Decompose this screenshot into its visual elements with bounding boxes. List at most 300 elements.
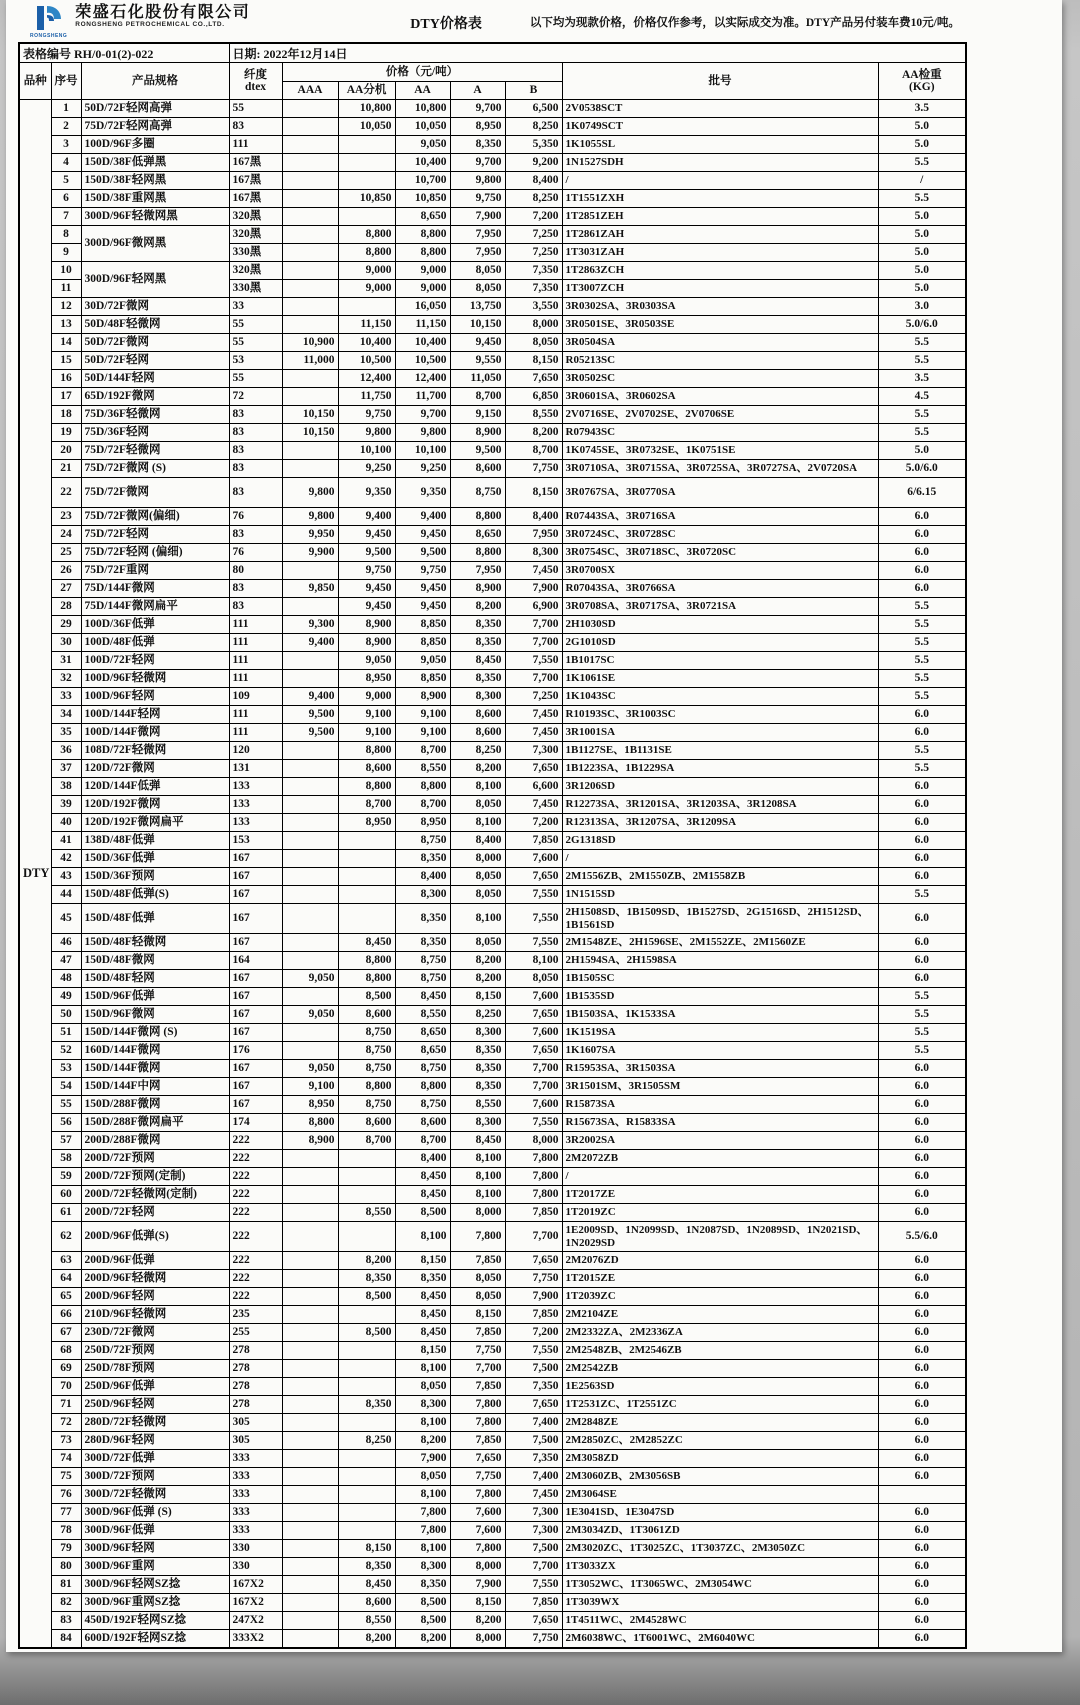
price-b: 7,450 xyxy=(505,562,562,580)
dtex-value: 222 xyxy=(229,1132,282,1150)
price-b: 7,650 xyxy=(505,1612,562,1630)
product-spec: 200D/96F轻微网 xyxy=(81,1270,229,1288)
price-a: 8,100 xyxy=(450,1186,505,1204)
product-spec: 200D/96F低弹 xyxy=(81,1252,229,1270)
table-row xyxy=(19,118,966,136)
table-row xyxy=(19,544,966,562)
table-row xyxy=(19,616,966,634)
price-aa: 11,700 xyxy=(395,388,450,406)
batch-numbers: 1B1535SD xyxy=(562,988,878,1006)
price-b: 7,550 xyxy=(505,904,562,934)
price-a: 8,200 xyxy=(450,760,505,778)
price-aa: 8,850 xyxy=(395,670,450,688)
aa-weight-value: 5.5 xyxy=(878,424,966,442)
product-spec: 150D/144F微网 (S) xyxy=(81,1024,229,1042)
price-aa-fenji: 9,100 xyxy=(338,706,395,724)
price-aaa xyxy=(282,1432,338,1450)
table-row xyxy=(19,1114,966,1132)
product-spec: 210D/96F轻微网 xyxy=(81,1306,229,1324)
price-aa-fenji: 10,050 xyxy=(338,118,395,136)
price-aa-fenji: 8,600 xyxy=(338,1594,395,1612)
table-row xyxy=(19,334,966,352)
price-aa: 8,450 xyxy=(395,988,450,1006)
dtex-value: 278 xyxy=(229,1360,282,1378)
dtex-value: 55 xyxy=(229,334,282,352)
price-aa-fenji: 8,950 xyxy=(338,670,395,688)
aa-weight-value: 5.0 xyxy=(878,208,966,226)
price-a: 8,150 xyxy=(450,1306,505,1324)
price-b: 7,300 xyxy=(505,1522,562,1540)
aa-weight-value: 6.0 xyxy=(878,934,966,952)
price-aa: 8,750 xyxy=(395,832,450,850)
price-a: 8,600 xyxy=(450,460,505,478)
price-b: 7,500 xyxy=(505,1540,562,1558)
price-aaa xyxy=(282,1540,338,1558)
aa-weight-value xyxy=(878,1486,966,1504)
price-aaa xyxy=(282,742,338,760)
batch-numbers: 1B1505SC xyxy=(562,970,878,988)
price-aa: 8,400 xyxy=(395,868,450,886)
row-no: 2 xyxy=(51,118,81,136)
dtex-value: 222 xyxy=(229,1168,282,1186)
product-spec: 75D/72F微网 (S) xyxy=(81,460,229,478)
table-row xyxy=(19,406,966,424)
price-aa-fenji xyxy=(338,1360,395,1378)
price-aaa xyxy=(282,652,338,670)
batch-numbers: 1T2015ZE xyxy=(562,1270,878,1288)
table-row xyxy=(19,1024,966,1042)
batch-numbers: 1E3041SD、1E3047SD xyxy=(562,1504,878,1522)
price-aa-fenji: 10,850 xyxy=(338,190,395,208)
price-aa: 8,100 xyxy=(395,1414,450,1432)
row-no: 13 xyxy=(51,316,81,334)
dtex-value: 330 xyxy=(229,1558,282,1576)
product-spec: 100D/96F轻微网 xyxy=(81,670,229,688)
price-aa-fenji: 8,550 xyxy=(338,1612,395,1630)
price-b: 8,400 xyxy=(505,508,562,526)
price-aa: 8,350 xyxy=(395,1576,450,1594)
table-row xyxy=(19,1270,966,1288)
product-spec: 75D/72F轻网 (偏细) xyxy=(81,544,229,562)
product-spec: 200D/72F轻网 xyxy=(81,1204,229,1222)
dtex-value: 109 xyxy=(229,688,282,706)
price-b: 6,850 xyxy=(505,388,562,406)
dtex-value: 55 xyxy=(229,370,282,388)
price-aa-fenji: 12,400 xyxy=(338,370,395,388)
row-no: 30 xyxy=(51,634,81,652)
aa-weight-value: 6.0 xyxy=(878,1324,966,1342)
price-b: 7,350 xyxy=(505,1378,562,1396)
price-a: 8,200 xyxy=(450,1612,505,1630)
price-aa: 8,600 xyxy=(395,1114,450,1132)
price-aa-fenji xyxy=(338,1378,395,1396)
price-b: 7,750 xyxy=(505,460,562,478)
price-aa-fenji: 10,500 xyxy=(338,352,395,370)
product-spec: 300D/96F轻微网黑 xyxy=(81,208,229,226)
price-aa-fenji: 10,100 xyxy=(338,442,395,460)
price-aaa xyxy=(282,1522,338,1540)
price-b: 7,800 xyxy=(505,1150,562,1168)
row-no: 32 xyxy=(51,670,81,688)
batch-numbers: 1T3007ZCH xyxy=(562,280,878,298)
dtex-value: 83 xyxy=(229,478,282,508)
batch-numbers: R10193SC、3R1003SC xyxy=(562,706,878,724)
product-spec: 300D/72F轻微网 xyxy=(81,1486,229,1504)
price-aa: 9,450 xyxy=(395,526,450,544)
aa-weight-value: 6.0 xyxy=(878,1204,966,1222)
price-aa-fenji: 10,400 xyxy=(338,334,395,352)
dtex-value: 120 xyxy=(229,742,282,760)
price-b: 7,700 xyxy=(505,1078,562,1096)
price-aa: 10,400 xyxy=(395,334,450,352)
price-b: 7,750 xyxy=(505,1270,562,1288)
price-aa: 8,650 xyxy=(395,208,450,226)
dtex-value: 133 xyxy=(229,796,282,814)
price-aa: 8,350 xyxy=(395,850,450,868)
dtex-value: 333 xyxy=(229,1504,282,1522)
price-a: 9,450 xyxy=(450,334,505,352)
price-aaa xyxy=(282,1168,338,1186)
dtex-value: 222 xyxy=(229,1288,282,1306)
price-aaa xyxy=(282,442,338,460)
price-aaa: 10,900 xyxy=(282,334,338,352)
price-aa: 8,550 xyxy=(395,1006,450,1024)
price-aa-fenji: 9,750 xyxy=(338,406,395,424)
price-aaa: 9,900 xyxy=(282,544,338,562)
price-b: 7,850 xyxy=(505,832,562,850)
row-no: 57 xyxy=(51,1132,81,1150)
dtex-value: 83 xyxy=(229,526,282,544)
batch-numbers: 2M2542ZB xyxy=(562,1360,878,1378)
table-row xyxy=(19,1150,966,1168)
row-no: 44 xyxy=(51,886,81,904)
product-spec: 100D/48F低弹 xyxy=(81,634,229,652)
row-no: 54 xyxy=(51,1078,81,1096)
table-row xyxy=(19,1360,966,1378)
dtex-value: 222 xyxy=(229,1252,282,1270)
price-a: 8,350 xyxy=(450,634,505,652)
document-sheet xyxy=(6,0,1062,1652)
price-aa-fenji: 8,800 xyxy=(338,952,395,970)
price-b: 7,550 xyxy=(505,1576,562,1594)
dtex-value: 55 xyxy=(229,100,282,118)
price-aa: 8,100 xyxy=(395,1360,450,1378)
price-b: 7,550 xyxy=(505,1342,562,1360)
dtex-value: 222 xyxy=(229,1150,282,1168)
price-aa-fenji xyxy=(338,886,395,904)
aa-weight-value: 6.0 xyxy=(878,508,966,526)
table-row xyxy=(19,478,966,508)
price-b: 7,200 xyxy=(505,814,562,832)
price-a: 8,800 xyxy=(450,544,505,562)
price-aa-fenji: 9,800 xyxy=(338,424,395,442)
col-header-dtex-line2: dtex xyxy=(244,81,267,93)
price-aaa xyxy=(282,1306,338,1324)
price-aa: 8,050 xyxy=(395,1378,450,1396)
batch-numbers: 2M6038WC、1T6001WC、2M6040WC xyxy=(562,1630,878,1649)
batch-numbers: 3R0767SA、3R0770SA xyxy=(562,478,878,508)
batch-numbers: R07943SC xyxy=(562,424,878,442)
price-b: 7,350 xyxy=(505,1450,562,1468)
batch-numbers: 1T4511WC、2M4528WC xyxy=(562,1612,878,1630)
price-a: 8,100 xyxy=(450,904,505,934)
price-a: 8,900 xyxy=(450,424,505,442)
price-aaa: 9,500 xyxy=(282,706,338,724)
price-aa-fenji: 8,800 xyxy=(338,970,395,988)
price-b: 6,900 xyxy=(505,598,562,616)
price-aa-fenji: 8,800 xyxy=(338,1078,395,1096)
price-aa: 9,100 xyxy=(395,706,450,724)
product-spec: 150D/144F中网 xyxy=(81,1078,229,1096)
product-spec: 300D/96F微网黑 xyxy=(81,226,229,262)
aa-weight-value: 6.0 xyxy=(878,1612,966,1630)
product-spec: 50D/72F轻网 xyxy=(81,352,229,370)
price-aa-fenji: 9,350 xyxy=(338,478,395,508)
price-a: 9,800 xyxy=(450,172,505,190)
price-a: 7,850 xyxy=(450,1324,505,1342)
dtex-value: 167X2 xyxy=(229,1594,282,1612)
product-spec: 100D/96F多圈 xyxy=(81,136,229,154)
price-aa-fenji xyxy=(338,1186,395,1204)
table-row xyxy=(19,1540,966,1558)
price-aa: 8,200 xyxy=(395,1432,450,1450)
price-b: 3,550 xyxy=(505,298,562,316)
price-a: 8,800 xyxy=(450,508,505,526)
price-aaa xyxy=(282,670,338,688)
price-aa-fenji: 8,350 xyxy=(338,1558,395,1576)
price-b: 7,600 xyxy=(505,850,562,868)
price-aa-fenji: 8,250 xyxy=(338,1432,395,1450)
price-b: 8,250 xyxy=(505,190,562,208)
company-names xyxy=(75,5,250,29)
row-no: 77 xyxy=(51,1504,81,1522)
dtex-value: 222 xyxy=(229,1186,282,1204)
dtex-value: 330黑 xyxy=(229,244,282,262)
price-b: 7,550 xyxy=(505,652,562,670)
row-no: 68 xyxy=(51,1342,81,1360)
table-row xyxy=(19,970,966,988)
batch-numbers: 2G1318SD xyxy=(562,832,878,850)
product-spec: 50D/144F轻网 xyxy=(81,370,229,388)
price-aa: 9,400 xyxy=(395,508,450,526)
price-b: 7,250 xyxy=(505,244,562,262)
product-spec: 100D/72F轻网 xyxy=(81,652,229,670)
aa-weight-value: 6.0 xyxy=(878,1096,966,1114)
row-no: 55 xyxy=(51,1096,81,1114)
product-spec: 75D/72F微网(偏细) xyxy=(81,508,229,526)
price-aa: 8,500 xyxy=(395,1204,450,1222)
price-b: 7,600 xyxy=(505,1096,562,1114)
product-spec: 100D/144F微网 xyxy=(81,724,229,742)
price-b: 9,200 xyxy=(505,154,562,172)
price-aaa xyxy=(282,850,338,868)
price-aa-fenji xyxy=(338,1414,395,1432)
dtex-value: 167 xyxy=(229,868,282,886)
price-a: 8,150 xyxy=(450,1594,505,1612)
batch-numbers: 2M3020ZC、1T3025ZC、1T3037ZC、2M3050ZC xyxy=(562,1540,878,1558)
table-row xyxy=(19,724,966,742)
row-no: 66 xyxy=(51,1306,81,1324)
price-aa: 8,450 xyxy=(395,1288,450,1306)
aa-weight-value: 5.0 xyxy=(878,244,966,262)
batch-numbers: 1B1223SA、1B1229SA xyxy=(562,760,878,778)
product-spec: 300D/72F低弹 xyxy=(81,1450,229,1468)
price-aa-fenji xyxy=(338,172,395,190)
table-row xyxy=(19,508,966,526)
row-no: 61 xyxy=(51,1204,81,1222)
row-no: 15 xyxy=(51,352,81,370)
col-header-aa-weight xyxy=(878,63,966,100)
price-a: 9,550 xyxy=(450,352,505,370)
price-aaa xyxy=(282,1504,338,1522)
price-aa-fenji xyxy=(338,1222,395,1252)
product-spec: 30D/72F微网 xyxy=(81,298,229,316)
aa-weight-value: 6.0 xyxy=(878,868,966,886)
category-cell: DTY xyxy=(19,100,51,1649)
price-aa-fenji: 8,800 xyxy=(338,778,395,796)
price-aa-fenji: 9,000 xyxy=(338,280,395,298)
price-a: 7,800 xyxy=(450,1414,505,1432)
batch-numbers: 2M3034ZD、1T3061ZD xyxy=(562,1522,878,1540)
dtex-value: 131 xyxy=(229,760,282,778)
price-b: 5,350 xyxy=(505,136,562,154)
price-aa-fenji: 9,500 xyxy=(338,544,395,562)
company-name-en: RONGSHENG PETROCHEMICAL CO.,LTD. xyxy=(75,20,225,28)
price-aa: 8,200 xyxy=(395,1630,450,1649)
price-a: 9,700 xyxy=(450,154,505,172)
price-aaa xyxy=(282,316,338,334)
dty-price-table xyxy=(18,42,967,1649)
price-aa: 9,450 xyxy=(395,580,450,598)
product-spec: 150D/48F轻微网 xyxy=(81,934,229,952)
price-aa-fenji: 8,900 xyxy=(338,616,395,634)
dtex-value: 333X2 xyxy=(229,1630,282,1649)
price-a: 9,750 xyxy=(450,190,505,208)
dtex-value: 333 xyxy=(229,1468,282,1486)
table-row xyxy=(19,796,966,814)
row-no: 36 xyxy=(51,742,81,760)
aa-weight-value: 5.5 xyxy=(878,742,966,760)
price-a: 7,800 xyxy=(450,1396,505,1414)
dtex-value: 320黑 xyxy=(229,208,282,226)
aa-weight-value: 5.5 xyxy=(878,598,966,616)
product-spec: 100D/96F轻网 xyxy=(81,688,229,706)
company-name-cn: 荣盛石化股份有限公司 xyxy=(75,4,251,21)
batch-numbers: 1T2851ZEH xyxy=(562,208,878,226)
table-row xyxy=(19,706,966,724)
aa-weight-value: 6.0 xyxy=(878,1450,966,1468)
batch-numbers: 2M2848ZE xyxy=(562,1414,878,1432)
price-a: 8,650 xyxy=(450,526,505,544)
table-row xyxy=(19,814,966,832)
row-no: 59 xyxy=(51,1168,81,1186)
table-row xyxy=(19,1378,966,1396)
price-a: 8,150 xyxy=(450,988,505,1006)
row-no: 10 xyxy=(51,262,81,280)
price-aa: 10,500 xyxy=(395,352,450,370)
price-a: 8,000 xyxy=(450,1630,505,1649)
price-aa: 8,450 xyxy=(395,1186,450,1204)
dtex-value: 153 xyxy=(229,832,282,850)
aa-weight-value: 6.0 xyxy=(878,1630,966,1649)
row-no: 1 xyxy=(51,100,81,118)
table-row xyxy=(19,1168,966,1186)
row-no: 69 xyxy=(51,1360,81,1378)
batch-numbers: 1K1055SL xyxy=(562,136,878,154)
price-aaa xyxy=(282,1576,338,1594)
price-aa: 8,800 xyxy=(395,778,450,796)
price-a: 13,750 xyxy=(450,298,505,316)
product-spec: 108D/72F轻微网 xyxy=(81,742,229,760)
row-no: 58 xyxy=(51,1150,81,1168)
row-no: 19 xyxy=(51,424,81,442)
dtex-value: 278 xyxy=(229,1342,282,1360)
batch-numbers: 1B1017SC xyxy=(562,652,878,670)
dtex-value: 33 xyxy=(229,298,282,316)
table-row xyxy=(19,1576,966,1594)
table-row xyxy=(19,298,966,316)
dtex-value: 167 xyxy=(229,970,282,988)
table-row xyxy=(19,652,966,670)
price-aa-fenji xyxy=(338,1342,395,1360)
table-row xyxy=(19,1078,966,1096)
price-a: 8,100 xyxy=(450,1150,505,1168)
price-aaa: 8,800 xyxy=(282,1114,338,1132)
row-no: 80 xyxy=(51,1558,81,1576)
price-aaa xyxy=(282,298,338,316)
dtex-value: 167 xyxy=(229,904,282,934)
aa-weight-value: 6.0 xyxy=(878,832,966,850)
aa-weight-value: 5.5 xyxy=(878,886,966,904)
price-aaa xyxy=(282,172,338,190)
batch-numbers: 1T3039WX xyxy=(562,1594,878,1612)
price-a: 10,150 xyxy=(450,316,505,334)
row-no: 83 xyxy=(51,1612,81,1630)
table-row xyxy=(19,1558,966,1576)
price-aa: 8,800 xyxy=(395,244,450,262)
aa-weight-value: 5.5 xyxy=(878,688,966,706)
dtex-value: 111 xyxy=(229,616,282,634)
price-aa-fenji xyxy=(338,832,395,850)
price-aa-fenji: 8,500 xyxy=(338,1288,395,1306)
batch-numbers: R15673SA、R15833SA xyxy=(562,1114,878,1132)
product-spec: 300D/96F轻网黑 xyxy=(81,262,229,298)
price-aa: 8,100 xyxy=(395,1486,450,1504)
dtex-value: 330黑 xyxy=(229,280,282,298)
product-spec: 250D/96F低弹 xyxy=(81,1378,229,1396)
price-a: 9,500 xyxy=(450,442,505,460)
price-aaa: 9,950 xyxy=(282,526,338,544)
batch-numbers: 1K0745SE、3R0732SE、1K0751SE xyxy=(562,442,878,460)
row-no: 65 xyxy=(51,1288,81,1306)
price-a: 8,300 xyxy=(450,688,505,706)
aa-weight-value: 6.0 xyxy=(878,1432,966,1450)
price-b: 8,550 xyxy=(505,406,562,424)
price-aa-fenji: 8,750 xyxy=(338,1096,395,1114)
dtex-value: 111 xyxy=(229,136,282,154)
price-b: 7,550 xyxy=(505,934,562,952)
aa-weight-value: 5.5 xyxy=(878,334,966,352)
row-no: 64 xyxy=(51,1270,81,1288)
dtex-value: 83 xyxy=(229,406,282,424)
dtex-value: 167 xyxy=(229,1006,282,1024)
price-b: 7,200 xyxy=(505,1324,562,1342)
price-aa-fenji: 8,350 xyxy=(338,1396,395,1414)
price-aa-fenji xyxy=(338,1504,395,1522)
batch-numbers: R07043SA、3R0766SA xyxy=(562,580,878,598)
price-b: 8,000 xyxy=(505,1132,562,1150)
price-aa: 9,000 xyxy=(395,262,450,280)
